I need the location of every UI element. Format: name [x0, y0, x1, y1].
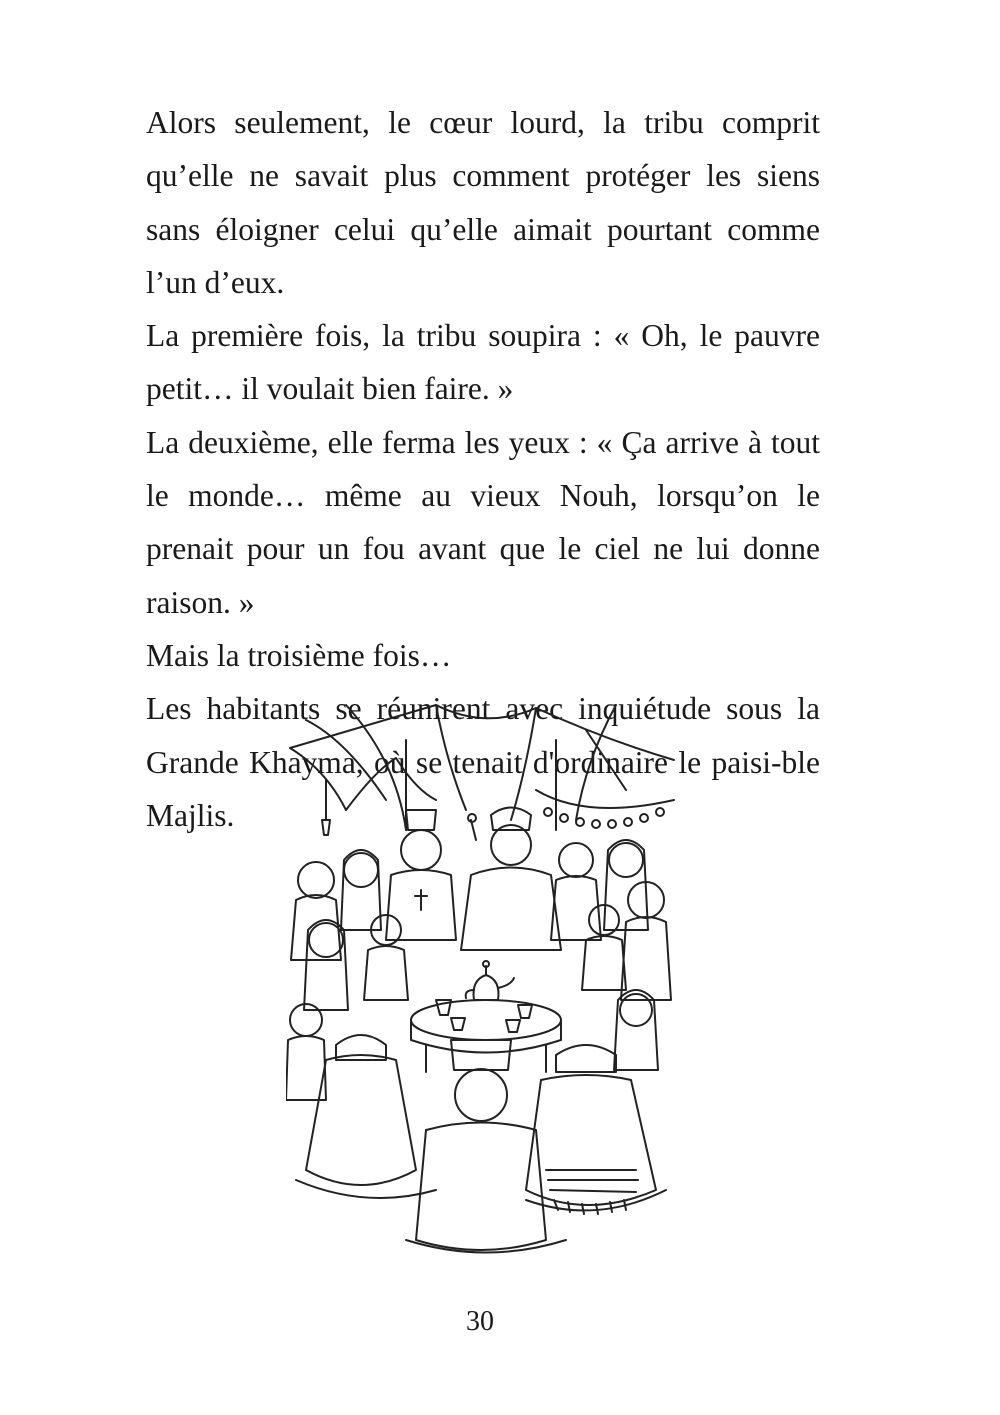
paragraph-5: Les habitants se réunirent avec inquiétude sous la Grande Khayma, où se tenait d'ordinaire le paisi-ble Majlis.	[146, 691, 820, 833]
paragraph-3: La deuxième, elle ferma les yeux : « Ça arrive à tout le monde… même au vieux Nouh, lorsqu’on le prenait pour un fou avant que le ciel ne lui donne raison. »	[146, 424, 820, 620]
paragraph-1: Alors seulement, le cœur lourd, la tribu comprit qu’elle ne savait plus comment protéger les siens sans éloigner celui qu’elle aimait pourtant comme l’un d’eux.	[146, 105, 820, 300]
tent-gathering-illustration	[286, 700, 678, 1260]
paragraph-4: Mais la troisième fois…	[146, 637, 452, 673]
page-number: 30	[466, 1306, 494, 1337]
paragraph-2: La première fois, la tribu soupira : « Oh, le pauvre petit… il voulait bien faire. »	[146, 318, 820, 407]
